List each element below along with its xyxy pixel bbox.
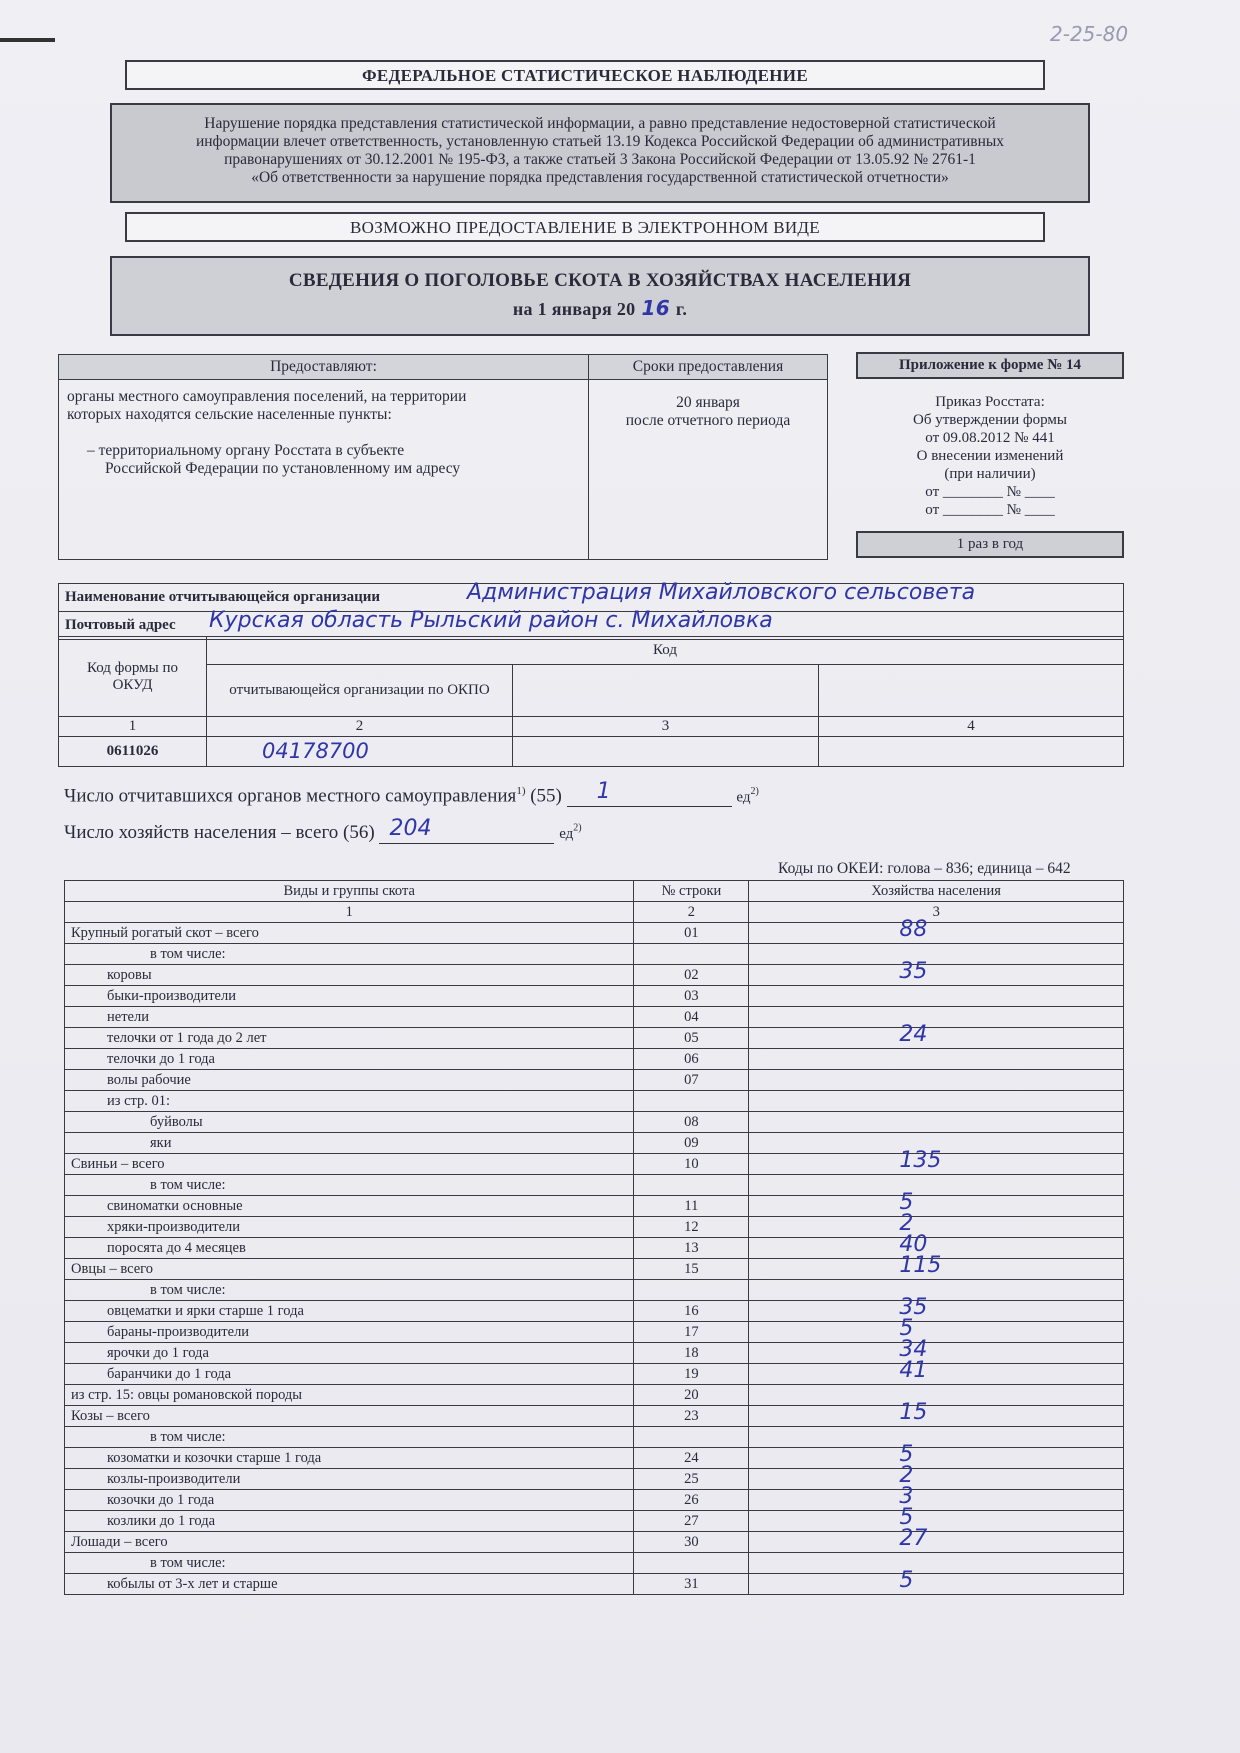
row-number: [634, 944, 749, 965]
row-number: 10: [634, 1154, 749, 1175]
row-label: из стр. 15: овцы романовской породы: [65, 1385, 634, 1406]
row-number: 04: [634, 1007, 749, 1028]
providers-line-2: которых находятся сельские населенные пункты:: [67, 406, 392, 423]
table-row: [65, 1238, 1124, 1259]
table-row: [65, 1133, 1124, 1154]
table-row: [65, 1490, 1124, 1511]
table-row: [65, 1154, 1124, 1175]
count-2-value: 204: [389, 816, 432, 841]
row-value: [749, 1112, 1124, 1133]
deadline-head: Сроки предоставления: [589, 355, 828, 380]
okpo-head: отчитывающейся организации по ОКПО: [207, 665, 513, 717]
row-label: козочки до 1 года: [65, 1490, 634, 1511]
row-label: хряки-производители: [65, 1217, 634, 1238]
appendix-label: Приложение к форме № 14: [856, 352, 1124, 379]
table-row: [65, 1574, 1124, 1595]
row-value: [749, 1007, 1124, 1028]
row-value: [749, 1358, 1124, 1385]
count-2-unit: ед: [559, 826, 574, 842]
col-head-row: № строки: [634, 881, 749, 902]
org-address-value: Курская область Рыльский район с. Михайловка: [209, 608, 773, 633]
order-info: [856, 379, 1124, 519]
table-row: [65, 1280, 1124, 1301]
notice-line-3: правонарушениях от 30.12.2001 № 195-ФЗ, а также статьей 3 Закона Российской Федерации от 13.05.92 № 2761-1: [224, 151, 976, 168]
row-value-handwritten: 35: [899, 959, 928, 984]
row-label: телочки до 1 года: [65, 1049, 634, 1070]
deadline-line-2: после отчетного периода: [625, 412, 791, 429]
count-1-field: [567, 779, 732, 807]
order-line-2: Об утверждении формы: [913, 412, 1067, 428]
row-number: 13: [634, 1238, 749, 1259]
row-value: [749, 986, 1124, 1007]
okud-head: Код формы по ОКУД: [59, 637, 207, 717]
okud-code: 0611026: [59, 737, 207, 767]
row-label: в том числе:: [65, 1175, 634, 1196]
table-row: [65, 1448, 1124, 1469]
row-label: Свиньи – всего: [65, 1154, 634, 1175]
code-value-3: [513, 737, 819, 767]
providers-table: [58, 354, 828, 560]
row-number: [634, 1553, 749, 1574]
code-num-4: 4: [819, 717, 1124, 737]
organization-table: [58, 580, 1124, 640]
row-label: Козы – всего: [65, 1406, 634, 1427]
row-number: 23: [634, 1406, 749, 1427]
table-row: [65, 923, 1124, 944]
row-label: яки: [65, 1133, 634, 1154]
row-number: 11: [634, 1196, 749, 1217]
table-row: [65, 1385, 1124, 1406]
row-label: нетели: [65, 1007, 634, 1028]
periodicity: 1 раз в год: [856, 531, 1124, 558]
providers-head: Предоставляют:: [59, 355, 589, 380]
okei-codes: Коды по ОКЕИ: голова – 836; единица – 642: [778, 860, 1071, 877]
org-address-label: Почтовый адрес: [65, 617, 176, 633]
row-label: волы рабочие: [65, 1070, 634, 1091]
row-value: [749, 1442, 1124, 1469]
table-row: [65, 1196, 1124, 1217]
count-line-1: [64, 779, 759, 807]
col-num-1: 1: [65, 902, 634, 923]
code-col-4: [819, 665, 1124, 717]
row-label: козоматки и козочки старше 1 года: [65, 1448, 634, 1469]
table-row: [65, 1553, 1124, 1574]
row-value-handwritten: 35: [899, 1295, 928, 1320]
row-value: [749, 1505, 1124, 1532]
table-row: [65, 1049, 1124, 1070]
report-date: [112, 296, 1088, 320]
row-number: 06: [634, 1049, 749, 1070]
row-value: [749, 1280, 1124, 1301]
count-1-code: (55): [530, 785, 562, 807]
table-row: [65, 1364, 1124, 1385]
code-num-3: 3: [513, 717, 819, 737]
livestock-table: [64, 880, 1124, 1595]
code-num-2: 2: [207, 717, 513, 737]
row-value: [749, 1337, 1124, 1364]
row-value: [749, 1385, 1124, 1406]
row-label: в том числе:: [65, 944, 634, 965]
row-number: 30: [634, 1532, 749, 1553]
row-value-handwritten: 5: [899, 1505, 914, 1530]
row-value: [749, 1295, 1124, 1322]
row-label: бараны-производители: [65, 1322, 634, 1343]
row-value: [749, 1148, 1124, 1175]
row-number: 03: [634, 986, 749, 1007]
row-value-handwritten: 15: [899, 1400, 928, 1425]
row-value-handwritten: 27: [899, 1526, 928, 1551]
deadline-body: [589, 380, 828, 560]
table-row: [65, 1091, 1124, 1112]
row-value: [749, 1463, 1124, 1490]
col-head-households: Хозяйства населения: [749, 881, 1124, 902]
table-row: [65, 1028, 1124, 1049]
table-row: [65, 944, 1124, 965]
row-number: 01: [634, 923, 749, 944]
legal-notice: [110, 103, 1090, 203]
table-row: [65, 1070, 1124, 1091]
row-value: [749, 1190, 1124, 1217]
row-value: [749, 1427, 1124, 1448]
row-value: [749, 1553, 1124, 1574]
row-number: [634, 1175, 749, 1196]
table-row: [65, 1469, 1124, 1490]
order-from-1: от ________ № ____: [925, 484, 1055, 500]
row-value: [749, 1022, 1124, 1049]
table-row: [65, 1406, 1124, 1427]
row-value-handwritten: 34: [899, 1337, 928, 1362]
row-label: козлики до 1 года: [65, 1511, 634, 1532]
code-value-4: [819, 737, 1124, 767]
row-value-handwritten: 41: [899, 1358, 928, 1383]
codes-table: [58, 636, 1124, 767]
row-number: 20: [634, 1385, 749, 1406]
row-number: 05: [634, 1028, 749, 1049]
notice-line-2: информации влечет ответственность, установленную статьей 13.19 Кодекса Российской Федерации об административных: [195, 133, 1005, 150]
form-title: СВЕДЕНИЯ О ПОГОЛОВЬЕ СКОТА В ХОЗЯЙСТВАХ НАСЕЛЕНИЯ: [288, 270, 912, 291]
row-value: [749, 1211, 1124, 1238]
electronic-notice: ВОЗМОЖНО ПРЕДОСТАВЛЕНИЕ В ЭЛЕКТРОННОМ ВИДЕ: [125, 212, 1045, 242]
row-label: из стр. 01:: [65, 1091, 634, 1112]
row-label: свиноматки основные: [65, 1196, 634, 1217]
order-line-1: Приказ Росстата:: [935, 394, 1045, 410]
okpo-value: 04178700: [262, 739, 369, 763]
col-num-2: 2: [634, 902, 749, 923]
row-label: овцематки и ярки старше 1 года: [65, 1301, 634, 1322]
row-number: 26: [634, 1490, 749, 1511]
notice-line-4: «Об ответственности за нарушение порядка представления государственной статистической отчетности»: [251, 169, 949, 186]
livestock-rows: [65, 917, 1124, 1595]
col-num-3: 3: [749, 902, 1124, 923]
row-number: 09: [634, 1133, 749, 1154]
table-row: [65, 1217, 1124, 1238]
row-value-handwritten: 40: [899, 1232, 928, 1257]
deadline-line-1: 20 января: [676, 394, 740, 411]
row-value-handwritten: 3: [899, 1484, 914, 1509]
order-line-3: от 09.08.2012 № 441: [925, 430, 1055, 446]
row-number: 27: [634, 1511, 749, 1532]
count-1-unit: ед: [736, 789, 751, 806]
count-2-field: [379, 816, 554, 844]
row-label: Овцы – всего: [65, 1259, 634, 1280]
table-row: [65, 1007, 1124, 1028]
row-label: коровы: [65, 965, 634, 986]
row-number: [634, 1427, 749, 1448]
table-row: [65, 986, 1124, 1007]
row-number: 12: [634, 1217, 749, 1238]
row-value-handwritten: 5: [899, 1568, 914, 1593]
row-value: [749, 944, 1124, 965]
row-number: 24: [634, 1448, 749, 1469]
count-2-label: Число хозяйств населения – всего (56): [64, 822, 375, 843]
row-number: [634, 1091, 749, 1112]
count-1-label-sup: 1): [516, 785, 526, 797]
count-2-unit-sup: 2): [573, 822, 582, 834]
count-1-value: 1: [596, 779, 611, 805]
row-label: ярочки до 1 года: [65, 1343, 634, 1364]
row-value: [749, 1070, 1124, 1091]
row-value-handwritten: 24: [899, 1022, 928, 1047]
row-label: телочки от 1 года до 2 лет: [65, 1028, 634, 1049]
providers-line-4: Российской Федерации по установленному им адресу: [105, 460, 461, 477]
row-number: 07: [634, 1070, 749, 1091]
row-number: [634, 1280, 749, 1301]
table-row: [65, 1112, 1124, 1133]
order-line-5: (при наличии): [944, 466, 1036, 482]
row-label: козлы-производители: [65, 1469, 634, 1490]
header-title: ФЕДЕРАЛЬНОЕ СТАТИСТИЧЕСКОЕ НАБЛЮДЕНИЕ: [125, 60, 1045, 90]
date-year: 16: [641, 296, 670, 320]
row-value: [749, 1484, 1124, 1511]
row-number: 25: [634, 1469, 749, 1490]
corner-mark: [0, 38, 55, 42]
form-title-box: [110, 256, 1090, 336]
code-col-3: [513, 665, 819, 717]
order-from-2: от ________ № ____: [925, 502, 1055, 518]
row-label: быки-производители: [65, 986, 634, 1007]
row-value-handwritten: 135: [899, 1148, 942, 1173]
table-row: [65, 1532, 1124, 1553]
row-number: 16: [634, 1301, 749, 1322]
org-name-label: Наименование отчитывающейся организации: [65, 589, 381, 605]
row-number: 15: [634, 1259, 749, 1280]
row-value: [749, 1400, 1124, 1427]
table-row: [65, 1343, 1124, 1364]
providers-line-1: органы местного самоуправления поселений, на территории: [67, 388, 467, 405]
table-row: [65, 965, 1124, 986]
row-value: [749, 917, 1124, 944]
date-suffix: г.: [675, 299, 688, 319]
row-value-handwritten: 5: [899, 1442, 914, 1467]
code-num-1: 1: [59, 717, 207, 737]
date-prefix: на 1 января 20: [512, 299, 636, 319]
row-value-handwritten: 5: [899, 1316, 914, 1341]
table-row: [65, 1427, 1124, 1448]
row-number: 19: [634, 1364, 749, 1385]
row-value: [749, 1316, 1124, 1343]
row-value: [749, 1091, 1124, 1112]
row-label: в том числе:: [65, 1427, 634, 1448]
row-number: 17: [634, 1322, 749, 1343]
row-value: [749, 1253, 1124, 1280]
count-1-label: Число отчитавшихся органов местного самоуправления: [64, 785, 517, 807]
row-label: баранчики до 1 года: [65, 1364, 634, 1385]
row-value: [749, 1049, 1124, 1070]
table-row: [65, 1511, 1124, 1532]
count-1-unit-sup: 2): [750, 786, 759, 797]
providers-line-3: – территориальному органу Росстата в субъекте: [87, 442, 405, 459]
row-value: [749, 1175, 1124, 1196]
count-line-2: [64, 816, 582, 844]
row-value-handwritten: 115: [899, 1253, 942, 1278]
notice-line-1: Нарушение порядка представления статистической информации, а равно представление недостоверной статистической: [204, 115, 996, 132]
appendix-panel: [856, 352, 1124, 558]
org-name-value: Администрация Михайловского сельсовета: [467, 580, 976, 605]
row-label: в том числе:: [65, 1280, 634, 1301]
okpo-code: [207, 737, 513, 767]
row-number: 08: [634, 1112, 749, 1133]
table-row: [65, 1301, 1124, 1322]
code-head: Код: [207, 637, 1124, 665]
row-value-handwritten: 2: [899, 1463, 914, 1488]
row-number: 31: [634, 1574, 749, 1595]
table-row: [65, 1175, 1124, 1196]
row-label: поросята до 4 месяцев: [65, 1238, 634, 1259]
row-number: 02: [634, 965, 749, 986]
row-label: Лошади – всего: [65, 1532, 634, 1553]
row-label: Крупный рогатый скот – всего: [65, 923, 634, 944]
table-row: [65, 1259, 1124, 1280]
row-value: [749, 1568, 1124, 1595]
row-value-handwritten: 5: [899, 1190, 914, 1215]
col-head-kinds: Виды и группы скота: [65, 881, 634, 902]
row-value: [749, 959, 1124, 986]
top-handwriting: 2-25-80: [1050, 22, 1129, 46]
row-label: кобылы от 3-х лет и старше: [65, 1574, 634, 1595]
row-value-handwritten: 2: [899, 1211, 914, 1236]
row-value: [749, 1526, 1124, 1553]
row-label: в том числе:: [65, 1553, 634, 1574]
row-number: 18: [634, 1343, 749, 1364]
providers-body: [59, 380, 589, 560]
row-label: буйволы: [65, 1112, 634, 1133]
order-line-4: О внесении изменений: [916, 448, 1064, 464]
table-row: [65, 1322, 1124, 1343]
row-value-handwritten: 88: [899, 917, 928, 942]
